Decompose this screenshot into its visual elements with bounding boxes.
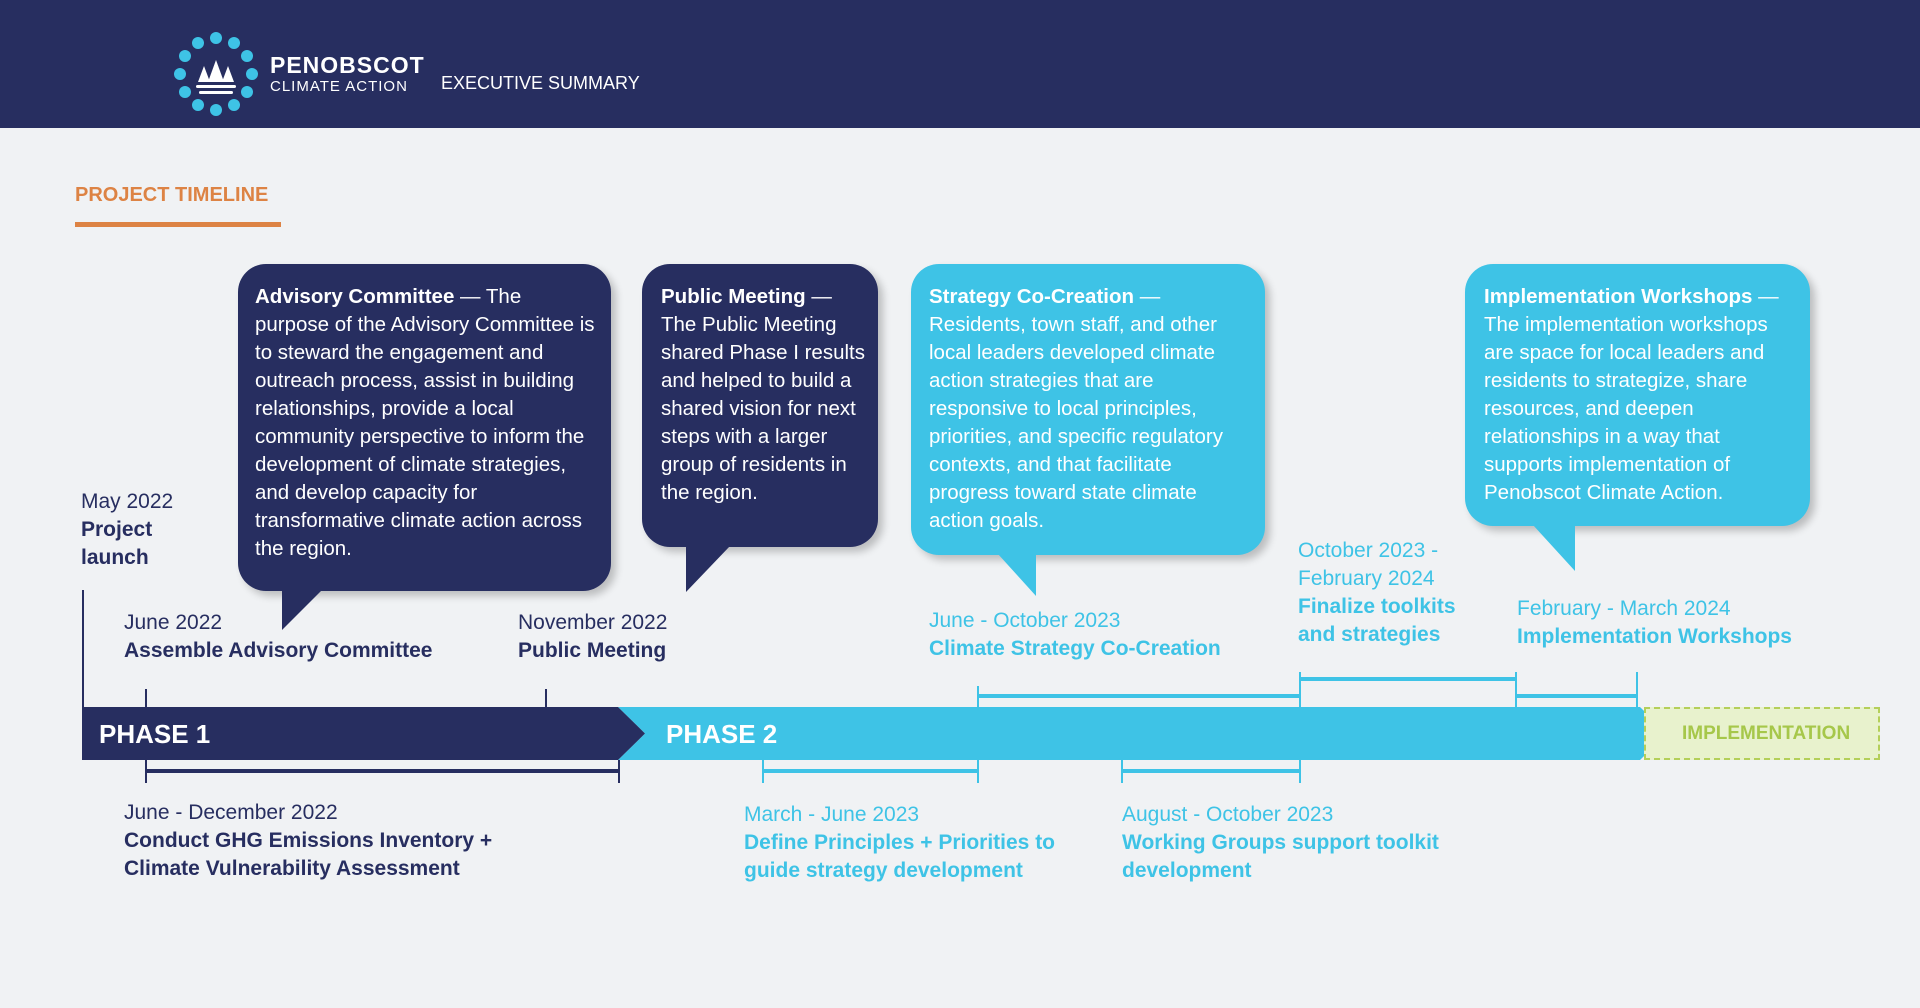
milestone-define-principles: [744, 801, 1055, 885]
bar-tick: [977, 760, 979, 783]
milestone-date: June 2022: [124, 611, 223, 634]
callout-text: The Public Meeting shared Phase I results and helped to build a shared vision for next steps with a larger group of residents in the region.: [661, 313, 865, 504]
bar-tick: [618, 760, 620, 783]
milestone-title: development: [1122, 859, 1252, 882]
principles-duration-bar: [762, 769, 979, 773]
milestone-date: June - December 2022: [124, 801, 338, 824]
callout-title: Implementation Workshops: [1484, 285, 1753, 308]
advisory-committee-callout: Advisory Committee — The purpose of the Advisory Committee is to steward the engagement and outreach process, assist in building relationships, provide a local community perspective to inform the development of climate strategies, and develop capacity for transformative climate action across the region.: [238, 264, 611, 591]
milestone-title: Define Principles + Priorities to: [744, 831, 1056, 854]
callout-text: The implementation workshops are space for local leaders and residents to strategize, share resources, and deepen relationships in a way that supports implementation of Penobscot Climate Action.: [1484, 313, 1768, 504]
callout-title: Strategy Co-Creation: [929, 285, 1135, 308]
milestone-title: Implementation Workshops: [1517, 625, 1792, 648]
bar-tick: [762, 760, 764, 783]
milestone-title: Conduct GHG Emissions Inventory +: [124, 829, 493, 852]
callout-title: Advisory Committee: [255, 285, 455, 308]
strategy-cocreation-callout: Strategy Co-Creation — Residents, town staff, and other local leaders developed climate action strategies that are responsive to local principles, priorities, and specific regulatory contexts, and that facilitate progress toward state climate action goals.: [911, 264, 1265, 555]
public-meeting-callout: Public Meeting — The Public Meeting shared Phase I results and helped to build a shared vision for next steps with a larger group of residents in the region.: [642, 264, 878, 547]
bar-tick: [1121, 760, 1123, 783]
callout-text: The purpose of the Advisory Committee is to steward the engagement and outreach process, assist in building relationships, provide a local community perspective to inform the development of climate strategies, and develop capacity for transformative climate action across the region.: [255, 285, 595, 560]
milestone-title: Working Groups support toolkit: [1122, 831, 1439, 854]
implementation-workshops-callout: Implementation Workshops — The implementation workshops are space for local leaders and residents to strategize, share resources, and deepen relationships in a way that supports implementation of Penobscot Climate Action.: [1465, 264, 1810, 526]
phase-2-label: PHASE 2: [666, 719, 778, 749]
ghg-duration-bar: [145, 769, 620, 773]
milestone-title: Assemble Advisory Committee: [124, 639, 433, 662]
implementation-label: IMPLEMENTATION: [1682, 723, 1851, 744]
milestone-date: August - October 2023: [1122, 803, 1334, 826]
callout-text: Residents, town staff, and other local leaders developed climate action strategies that are responsive to local principles, priorities, and specific regulatory contexts, and that facilitate progress toward state climate action goals.: [929, 313, 1223, 532]
milestone-title: Finalize toolkits: [1298, 595, 1456, 618]
milestone-date: June - October 2023: [929, 609, 1121, 632]
milestone-title: Climate Strategy Co-Creation: [929, 637, 1221, 660]
milestone-date: November 2022: [518, 611, 668, 634]
bar-tick: [1299, 760, 1301, 783]
phase-1-label: PHASE 1: [99, 719, 211, 749]
brand-subtitle: CLIMATE ACTION: [270, 78, 408, 95]
milestone-date: October 2023 -: [1298, 539, 1439, 562]
milestone-date: February 2024: [1298, 567, 1435, 590]
milestone-date: February - March 2024: [1517, 597, 1731, 620]
milestone-ghg-inventory: [124, 799, 492, 883]
page-title: PROJECT TIMELINE: [75, 184, 269, 206]
milestone-working-groups: [1122, 801, 1439, 885]
milestone-title: and strategies: [1298, 623, 1441, 646]
milestone-title: Climate Vulnerability Assessment: [124, 857, 460, 880]
milestone-title: Public Meeting: [518, 639, 667, 662]
milestone-title: launch: [81, 546, 149, 569]
header-section-label: EXECUTIVE SUMMARY: [441, 73, 640, 93]
bar-tick: [145, 760, 147, 783]
working-groups-duration-bar: [1121, 769, 1301, 773]
milestone-title: Project: [81, 518, 153, 541]
brand-name: PENOBSCOT: [270, 52, 425, 78]
milestone-date: March - June 2023: [744, 803, 920, 826]
milestone-title: guide strategy development: [744, 859, 1023, 882]
callout-title: Public Meeting: [661, 285, 806, 308]
milestone-date: May 2022: [81, 490, 174, 513]
